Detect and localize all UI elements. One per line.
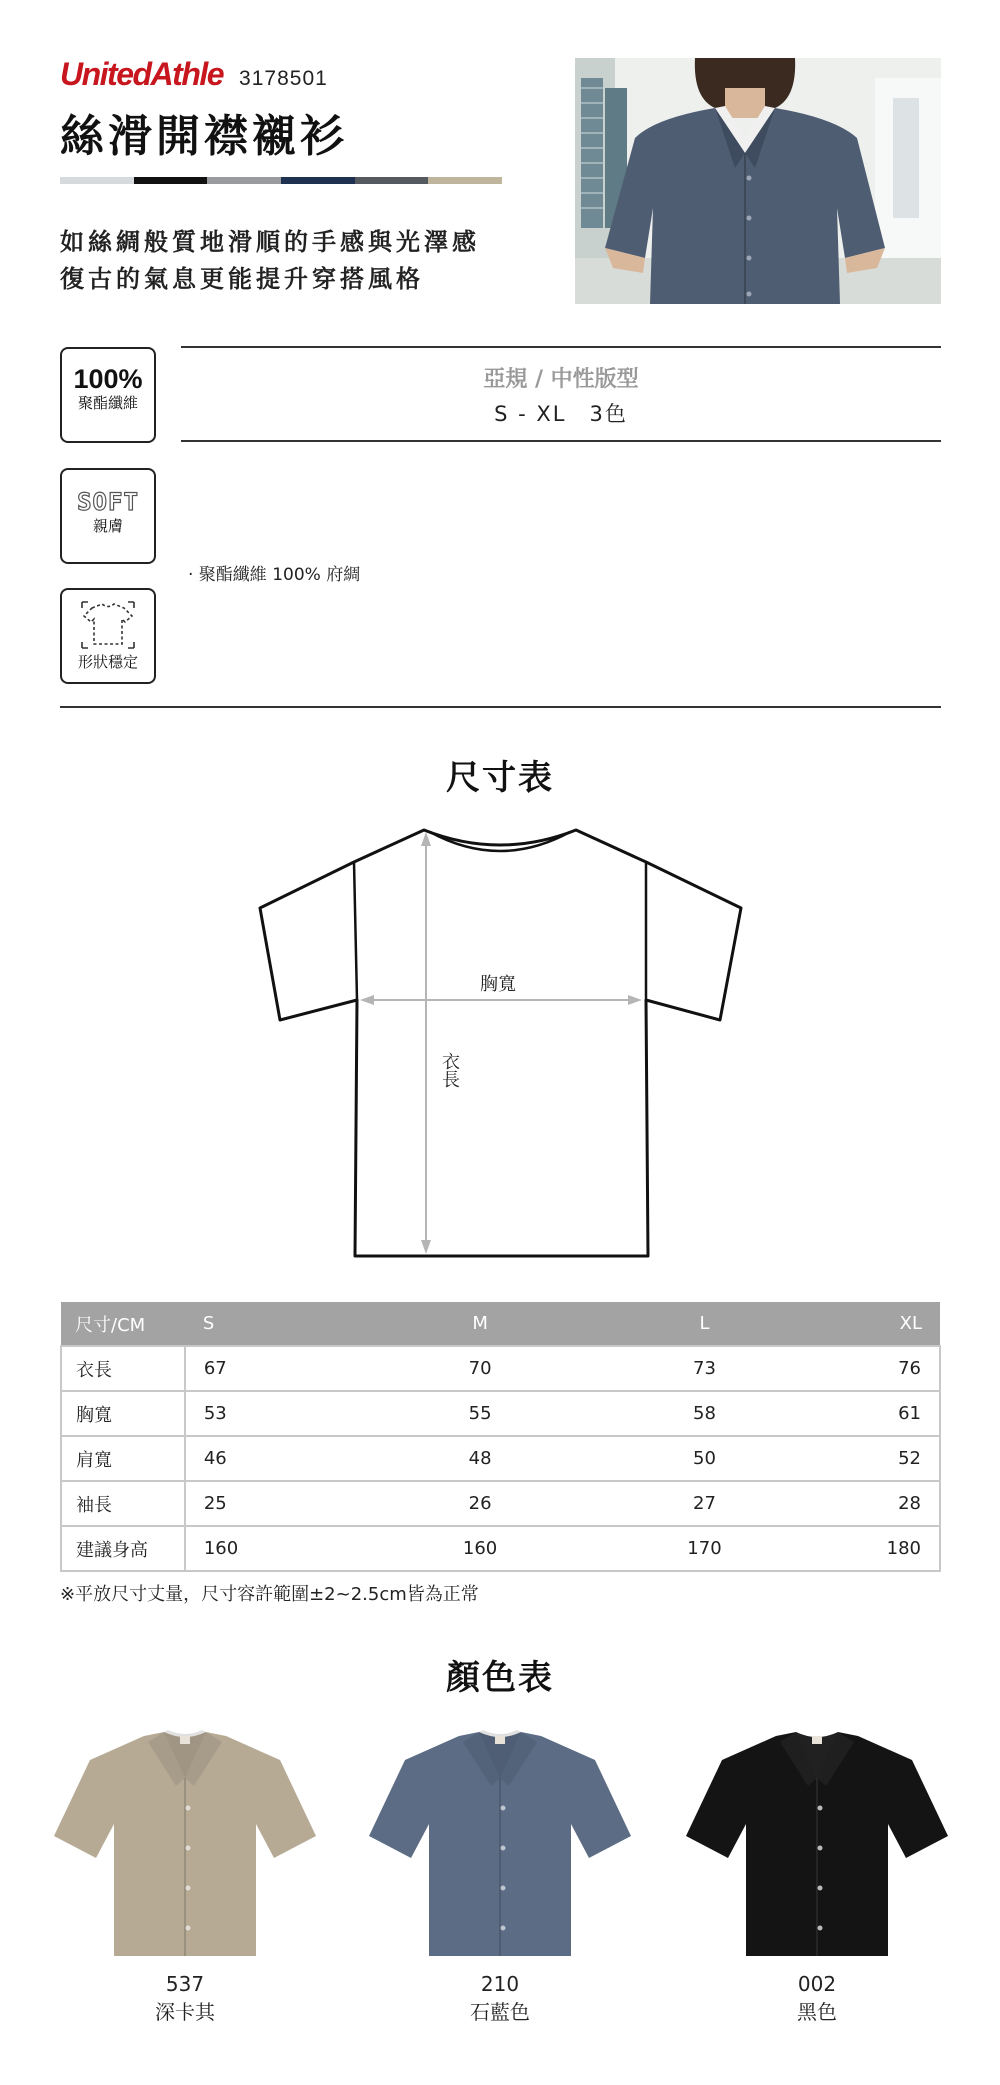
header-cell: M — [370, 1302, 589, 1346]
product-code: 3178501 — [239, 67, 328, 90]
model-photo — [575, 58, 941, 304]
table-cell: 160 — [370, 1526, 589, 1571]
brand-logo: UnitedAthle — [60, 56, 224, 92]
section-divider — [60, 706, 941, 708]
table-cell: 26 — [370, 1481, 589, 1526]
fabric-info: ‧ 聚酯纖維 100% 府綢 — [188, 565, 361, 585]
row-label: 袖長 — [61, 1481, 185, 1526]
feature-percent: 100% — [73, 364, 143, 394]
table-cell: 48 — [370, 1436, 589, 1481]
table-cell: 50 — [590, 1436, 819, 1481]
tagline-line-2: 復古的氣息更能提升穿搭風格 — [60, 265, 424, 293]
swatch — [428, 177, 502, 184]
color-name: 石藍色 — [470, 2000, 530, 2024]
swatch — [60, 177, 134, 184]
table-cell: 76 — [819, 1346, 940, 1391]
length-label: 衣長 — [439, 1052, 460, 1088]
table-cell: 61 — [819, 1391, 940, 1436]
feature-label: 形狀穩定 — [77, 653, 138, 671]
soft-icon: SOFT — [77, 488, 139, 516]
table-cell: 67 — [185, 1346, 371, 1391]
table-cell: 27 — [590, 1481, 819, 1526]
swatch — [355, 177, 429, 184]
table-row — [61, 1346, 940, 1391]
brand-header — [60, 56, 328, 93]
table-cell: 58 — [590, 1391, 819, 1436]
header-cell: XL — [819, 1302, 940, 1346]
table-cell: 73 — [590, 1346, 819, 1391]
table-row — [61, 1391, 940, 1436]
swatch — [281, 177, 355, 184]
table-cell: 180 — [819, 1526, 940, 1571]
color-code: 537 — [165, 1972, 205, 1996]
swatch — [134, 177, 208, 184]
table-cell: 70 — [370, 1346, 589, 1391]
size-table — [60, 1302, 941, 1572]
color-swatch-bar — [60, 177, 502, 184]
table-cell: 52 — [819, 1436, 940, 1481]
table-cell: 55 — [370, 1391, 589, 1436]
color-card — [50, 1728, 320, 2026]
feature-shape-stable — [60, 588, 156, 684]
shirt-black-image — [684, 1728, 950, 1960]
feature-label: 親膚 — [92, 517, 123, 535]
row-label: 建議身高 — [61, 1526, 185, 1571]
table-cell: 25 — [185, 1481, 371, 1526]
table-header-row — [61, 1302, 940, 1346]
color-name: 黑色 — [797, 2000, 837, 2024]
divider — [181, 440, 941, 442]
fit-type: 亞規 / 中性版型 — [483, 367, 639, 392]
feature-label: 聚酯纖維 — [77, 394, 138, 412]
shirt-measurement-diagram — [250, 820, 750, 1270]
tagline — [60, 224, 480, 298]
header-cell: S — [185, 1302, 371, 1346]
swatch — [207, 177, 281, 184]
divider — [181, 346, 941, 348]
color-card — [682, 1728, 952, 2026]
row-label: 肩寬 — [61, 1436, 185, 1481]
feature-polyester — [60, 347, 156, 443]
table-cell: 53 — [185, 1391, 371, 1436]
table-row — [61, 1436, 940, 1481]
measurement-note: ※平放尺寸丈量，尺寸容許範圍±2~2.5cm皆為正常 — [60, 1584, 479, 1605]
product-title: 絲滑開襟襯衫 — [60, 111, 348, 162]
size-range: S - XL 3色 — [494, 402, 628, 426]
row-label: 胸寬 — [61, 1391, 185, 1436]
table-row — [61, 1526, 940, 1571]
table-cell: 46 — [185, 1436, 371, 1481]
header-cell: 尺寸/CM — [61, 1302, 185, 1346]
size-chart-title: 尺寸表 — [446, 758, 554, 798]
color-card — [365, 1728, 635, 2026]
tagline-line-1: 如絲綢般質地滑順的手感與光澤感 — [60, 228, 480, 256]
shirt-khaki-image — [52, 1728, 318, 1960]
shirt-shape-icon — [78, 600, 138, 650]
table-row — [61, 1481, 940, 1526]
color-code: 210 — [480, 1972, 520, 1996]
color-name: 深卡其 — [155, 2000, 215, 2024]
table-cell: 28 — [819, 1481, 940, 1526]
header-cell: L — [590, 1302, 819, 1346]
chest-label: 胸寬 — [480, 974, 516, 995]
color-chart-title: 顏色表 — [446, 1658, 554, 1698]
row-label: 衣長 — [61, 1346, 185, 1391]
color-code: 002 — [797, 1972, 837, 1996]
table-cell: 160 — [185, 1526, 371, 1571]
shirt-stone-blue-image — [367, 1728, 633, 1960]
table-cell: 170 — [590, 1526, 819, 1571]
feature-soft — [60, 468, 156, 564]
